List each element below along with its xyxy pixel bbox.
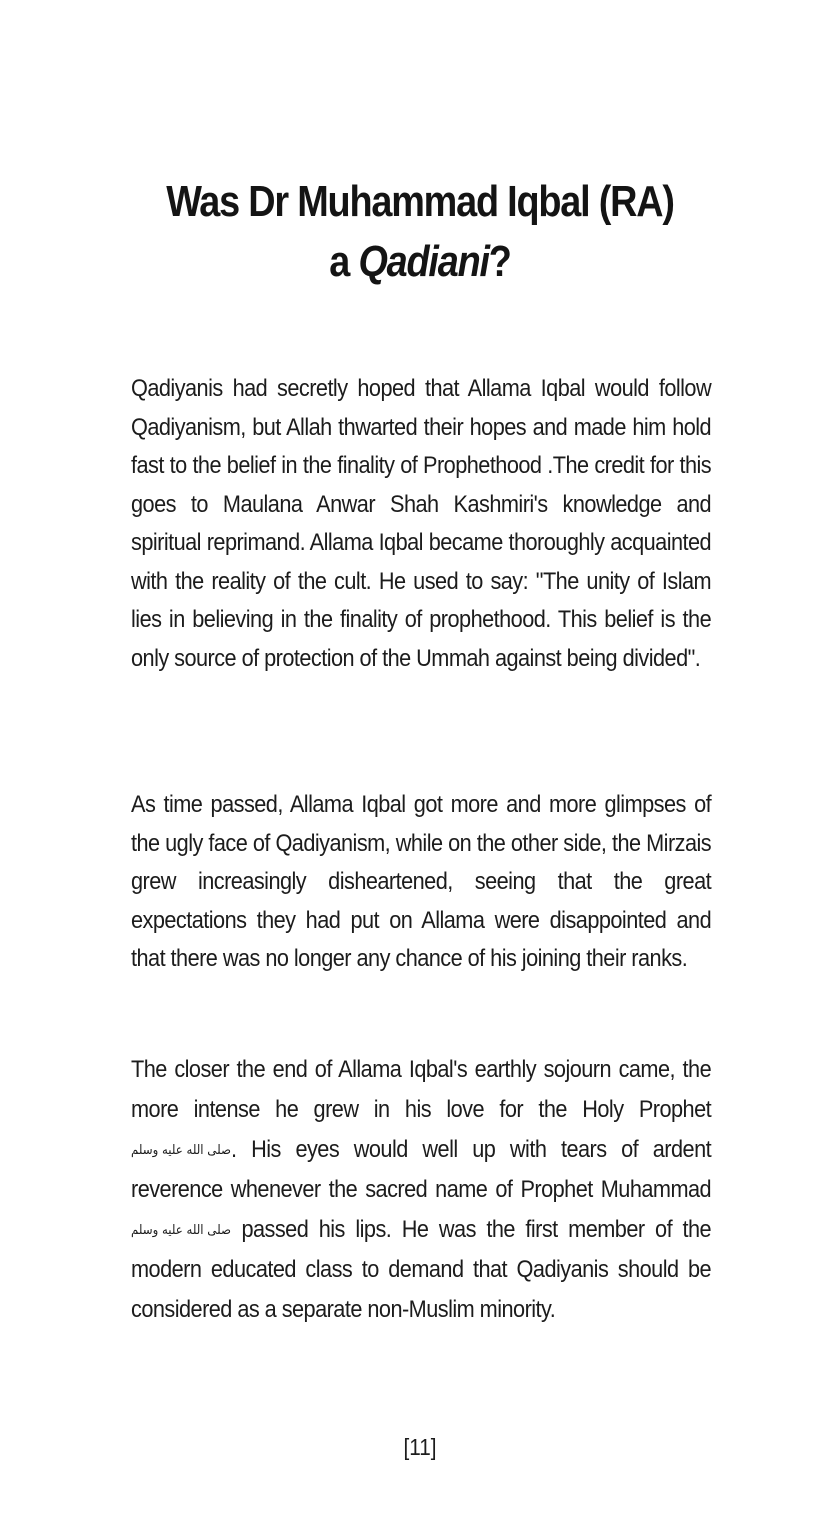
paragraph-1 bbox=[131, 370, 711, 678]
title-emphasis-qadiani: Qadiani bbox=[358, 237, 489, 286]
paragraph-2 bbox=[131, 786, 711, 979]
paragraph-3-part-2: . His eyes would well up with tears of ardent reverence whenever the sacred name of Prophet Muhammad bbox=[131, 1136, 712, 1203]
honorific-1: صلى الله عليه وسلم bbox=[131, 1143, 232, 1159]
paragraph-3 bbox=[131, 1050, 711, 1330]
title-line-2-prefix: a bbox=[329, 237, 359, 286]
paragraph-3-part-1: The closer the end of Allama Iqbal's earthly sojourn came, the more intense he grew in his love for the Holy Prophet bbox=[131, 1056, 712, 1123]
page-title bbox=[110, 172, 729, 292]
page-number: [11] bbox=[403, 1434, 437, 1460]
paragraph-1-text: Qadiyanis had secretly hoped that Allama Iqbal would follow Qadiyanism, but Allah thwarted their hopes and made him hold fast to the belief in the finality of Prophethood .The credit for this goes to Maulana Anwar Shah Kashmiri's knowledge and spiritual reprimand. Allama Iqbal became thoroughly acquainted with the reality of the cult. He used to say: "The unity of Islam lies in believing in the finality of prophethood. This belief is the only source of protection of the Ummah against being divided". bbox=[131, 375, 712, 672]
title-line-1: Was Dr Muhammad Iqbal (RA) bbox=[166, 177, 674, 226]
title-line-2 bbox=[110, 232, 729, 292]
title-line-2-suffix: ? bbox=[488, 237, 511, 286]
honorific-2: صلى الله عليه وسلم bbox=[131, 1223, 232, 1239]
paragraph-2-text: As time passed, Allama Iqbal got more and more glimpses of the ugly face of Qadiyanism, while on the other side, the Mirzais grew increasingly disheartened, seeing that the great expectations they had put on Allama were disappointed and that there was no longer any chance of his joining their ranks. bbox=[131, 791, 712, 972]
paragraph-3-text bbox=[131, 1050, 711, 1330]
paragraph-3-part-3: passed his lips. He was the first member of the modern educated class to demand that Qadiyanis should be considered as a separate non-Muslim minority. bbox=[131, 1216, 712, 1323]
